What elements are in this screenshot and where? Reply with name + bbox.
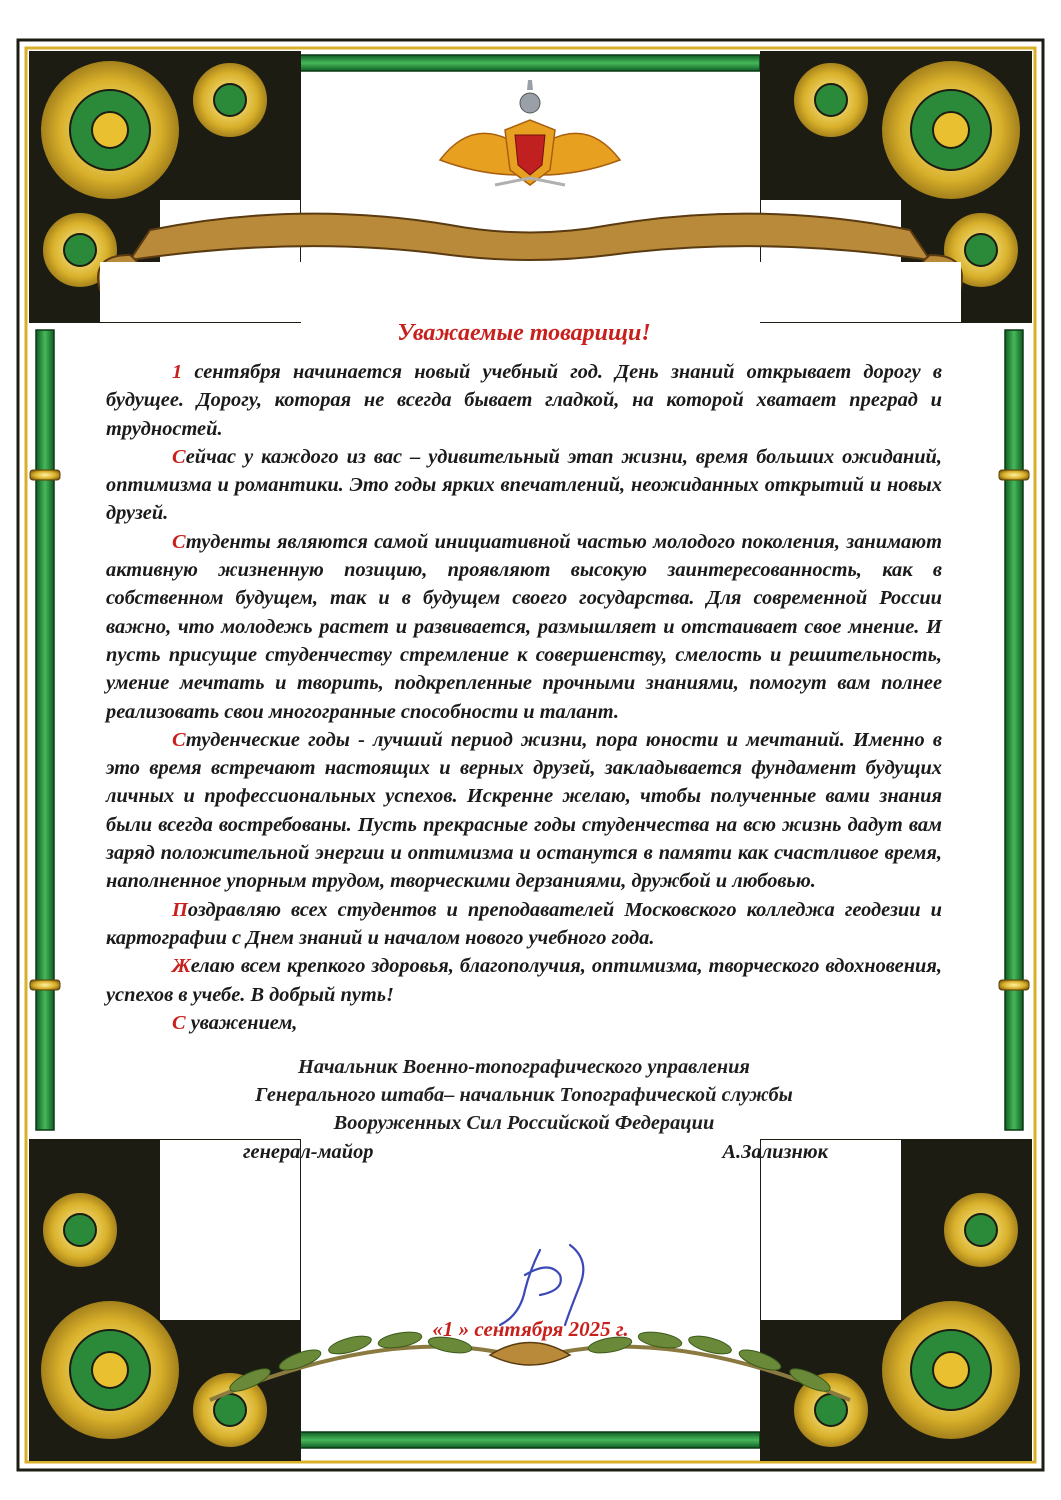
initial-letter: С: [172, 445, 186, 468]
initial-letter: С: [172, 530, 186, 553]
signatory-title-line-1: Начальник Военно-топографического управления: [298, 1055, 750, 1078]
signatory-title-line-3: Вооруженных Сил Российской Федерации: [333, 1112, 715, 1135]
letter-date: «1 » сентября 2025 г.: [432, 1317, 629, 1341]
initial-letter: 1: [172, 361, 183, 383]
paragraph-text: сентября начинается новый учебный год. День знаний открывает дорогу в будущее. Дорогу, которая не всегда бывает гладкой, на которой хватает преград и трудностей.: [106, 361, 942, 440]
initial-letter: Ж: [172, 955, 191, 978]
paragraph-1: [106, 358, 942, 443]
signatory-title-line-2: Генерального штаба– начальник Топографической службы: [255, 1084, 793, 1107]
paragraph-3: [106, 528, 942, 726]
initial-letter: С: [172, 1011, 186, 1034]
paragraph-6: [106, 952, 942, 1009]
closing-text: уважением,: [185, 1011, 298, 1034]
signatory-name: А.Зализнюк: [722, 1140, 828, 1163]
closing-line: [106, 1009, 942, 1037]
paragraph-4: [106, 726, 942, 896]
paragraph-text: оздравляю всех студентов и преподавателей Московского колледжа геодезии и картографии с Днем знаний и началом нового учебного года.: [106, 898, 942, 949]
paragraph-2: [106, 443, 942, 528]
initial-letter: С: [172, 728, 186, 751]
paragraph-5: [106, 896, 942, 953]
greeting-heading: Уважаемые товарищи!: [397, 320, 651, 346]
letter-body: [106, 318, 942, 1166]
initial-letter: П: [172, 898, 188, 921]
paragraph-text: ейчас у каждого из вас – удивительный этап жизни, время больших ожиданий, оптимизма и романтики. Это годы ярких впечатлений, неожиданных открытий и новых друзей.: [106, 445, 942, 525]
signatory-rank: генерал-майор: [243, 1140, 374, 1163]
paragraph-text: туденческие годы - лучший период жизни, пора юности и мечтаний. Именно в это время встречают настоящих и верных друзей, закладывается фундамент будущих личных и профессиональных успехов. Искренне желаю, чтобы полученные вами знания были всегда востребованы. Пусть прекрасные годы студенчества на всю жизнь дадут вам заряд положительной энергии и оптимизма и останутся в памяти как счастливое время, наполненное упорным трудом, творческими дерзаниями, дружбой и любовью.: [106, 728, 942, 893]
rank-name-row: [106, 1138, 942, 1166]
paragraph-text: елаю всем крепкого здоровья, благополучия, оптимизма, творческого вдохновения, успехов в учебе. В добрый путь!: [106, 955, 942, 1006]
emblem-double-headed-eagle-icon: [440, 80, 620, 185]
signatory-block: [106, 1053, 942, 1138]
paragraph-text: туденты являются самой инициативной частью молодого поколения, занимают активную жизненную позицию, проявляют высокую заинтересованность, как в собственном будущем, так и в будущем своего государства. Для современной России важно, что молодежь растет и развивается, размышляет и отстаивает свое мнение. И пусть присущие студенчеству стремление к совершенству, смелость и решительность, умение мечтать и творить, подкрепленные прочными знаниями, помогут вам полнее реализовать свои многогранные способности и талант.: [106, 530, 942, 723]
